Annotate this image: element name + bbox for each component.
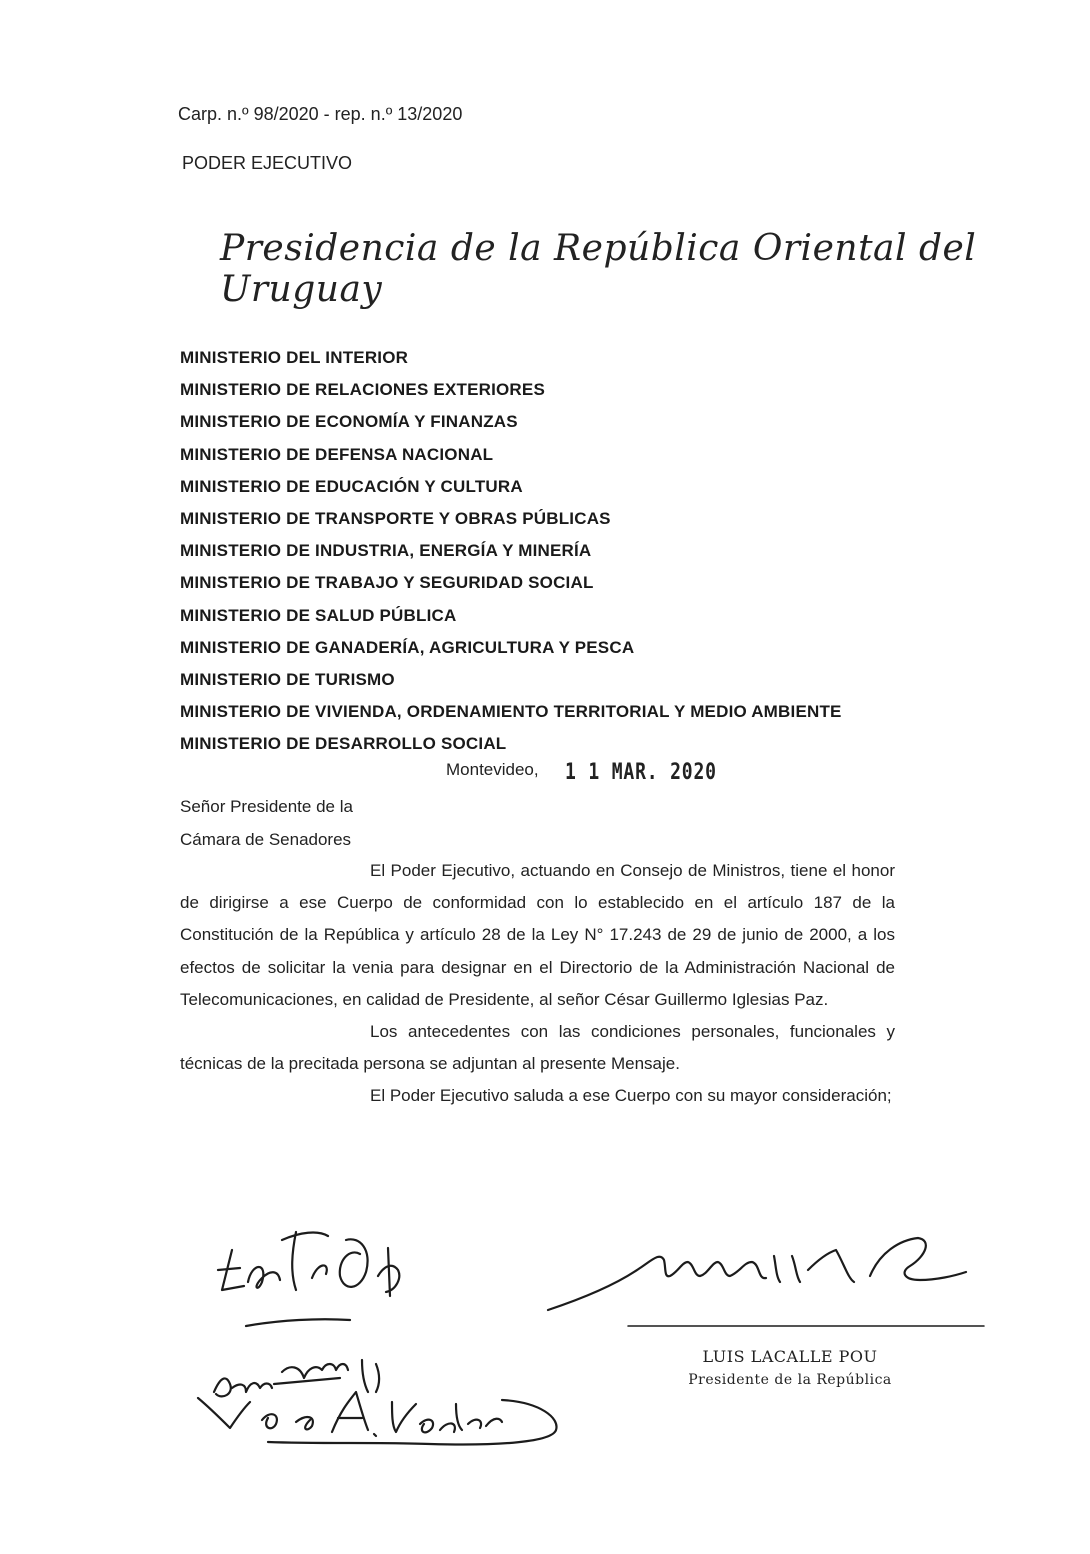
ministry-item: MINISTERIO DE TURISMO (180, 670, 395, 690)
ministry-item: MINISTERIO DE TRABAJO Y SEGURIDAD SOCIAL (180, 573, 594, 593)
ministry-item: MINISTERIO DE EDUCACIÓN Y CULTURA (180, 476, 523, 496)
letterhead: Presidencia de la República Oriental del Uruguay (220, 228, 977, 310)
ministry-item: MINISTERIO DE DEFENSA NACIONAL (180, 444, 494, 464)
body-paragraph-1: El Poder Ejecutivo, actuando en Consejo de Ministros, tiene el honor de dirigirse a ese Cuerpo de conformidad con lo establecido en el artículo 187 de la Constitución de la República y artículo 28 de la Ley N° 17.243 de 29 de junio de 2000, a los efectos de solicitar la venia para designar en el Directorio de la Administración Nacional de Telecomunicaciones, en calidad de Presidente, al señor César Guillermo Iglesias Paz. (180, 861, 895, 1009)
signature-left-3 (198, 1392, 557, 1444)
signatory-title: Presidente de la República (688, 1372, 892, 1388)
ministry-item: MINISTERIO DE TRANSPORTE Y OBRAS PÚBLICAS (180, 509, 611, 529)
ministry-item: MINISTERIO DEL INTERIOR (180, 348, 409, 367)
body-paragraph-3: El Poder Ejecutivo saluda a ese Cuerpo con su mayor consideración; (370, 1086, 892, 1106)
ministry-item: MINISTERIO DE ECONOMÍA Y FINANZAS (180, 412, 518, 432)
date-place: Montevideo, (446, 760, 539, 779)
ministry-item: MINISTERIO DE GANADERÍA, AGRICULTURA Y PESCA (180, 637, 635, 657)
ministry-item: MINISTERIO DE INDUSTRIA, ENERGÍA Y MINERÍA (180, 541, 592, 561)
signature-left-2 (214, 1360, 379, 1396)
signature-president (548, 1238, 984, 1326)
ministry-item: MINISTERIO DE SALUD PÚBLICA (180, 605, 457, 625)
date-stamp: 1 1 MAR. 2020 (565, 760, 717, 785)
recipient-line-1: Señor Presidente de la (180, 797, 353, 816)
signature-left-1 (218, 1232, 399, 1326)
signatory-block (660, 1347, 920, 1388)
issuer-label: PODER EJECUTIVO (182, 153, 353, 173)
body-paragraph-2: Los antecedentes con las condiciones personales, funcionales y técnicas de la precitada persona se adjuntan al presente Mensaje. (180, 1022, 895, 1074)
signatory-name: LUIS LACALLE POU (702, 1347, 878, 1366)
ministry-item: MINISTERIO DE DESARROLLO SOCIAL (180, 734, 507, 754)
ministry-item: MINISTERIO DE RELACIONES EXTERIORES (180, 380, 545, 400)
ministry-item: MINISTERIO DE VIVIENDA, ORDENAMIENTO TERRITORIAL Y MEDIO AMBIENTE (180, 702, 842, 722)
recipient-line-2: Cámara de Senadores (180, 830, 352, 849)
document-reference: Carp. n.º 98/2020 - rep. n.º 13/2020 (178, 104, 463, 124)
